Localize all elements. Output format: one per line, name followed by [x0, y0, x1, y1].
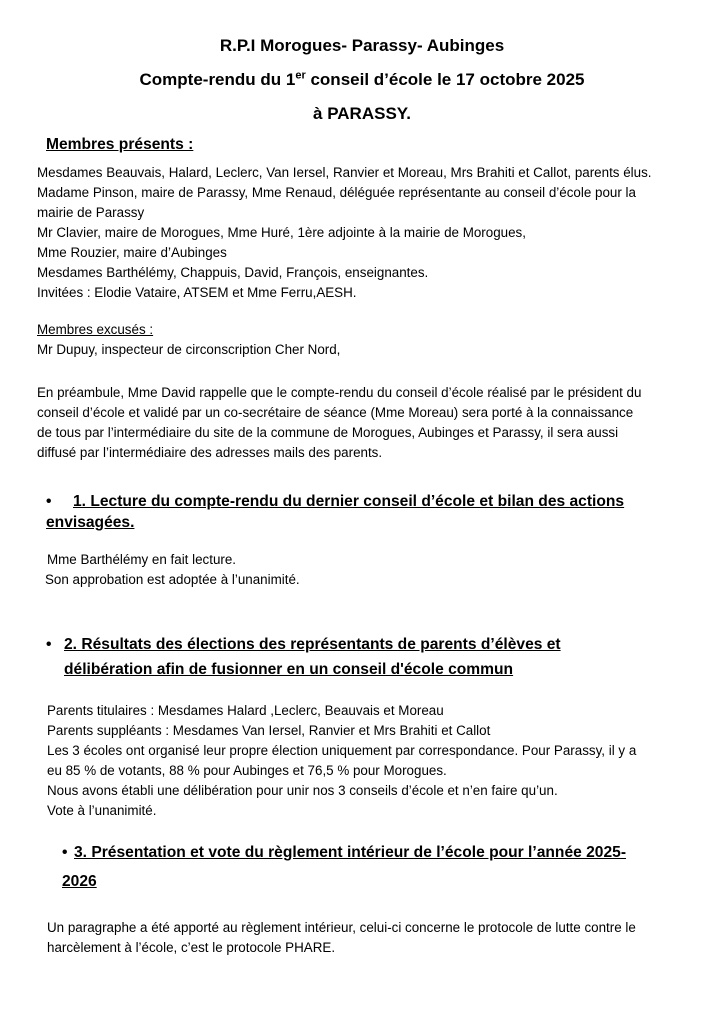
- excused-line: Mr Dupuy, inspecteur de circonscription Cher Nord,: [37, 342, 341, 357]
- excused-block: [37, 320, 340, 360]
- section1-title-line2: envisagées.: [46, 514, 135, 531]
- present-line: Mr Clavier, maire de Morogues, Mme Huré, 1ère adjointe à la mairie de Morogues,: [37, 225, 526, 240]
- present-line: Mesdames Beauvais, Halard, Leclerc, Van Iersel, Ranvier et Moreau, Mrs Brahiti et Callot, parents élus.: [37, 165, 652, 180]
- section1-line: Son approbation est adoptée à l’unanimité.: [45, 572, 300, 587]
- section3-line: Un paragraphe a été apporté au règlement intérieur, celui-ci concerne le protocole de lutte contre le: [47, 920, 636, 935]
- section2-heading: [46, 632, 561, 682]
- preamble-line: conseil d’école et validé par un co-secrétaire de séance (Mme Moreau) sera porté à la connaissance: [37, 405, 634, 420]
- preamble-line: En préambule, Mme David rappelle que le compte-rendu du conseil d’école réalisé par le président du: [37, 385, 642, 400]
- section3-title-line1: 3. Présentation et vote du règlement intérieur de l’école pour l’année 2025-: [74, 844, 627, 861]
- preamble-paragraph: [37, 383, 641, 463]
- section3-heading: [62, 838, 626, 896]
- section2-line: Vote à l’unanimité.: [47, 803, 157, 818]
- section1-title-line1: 1. Lecture du compte-rendu du dernier conseil d’école et bilan des actions: [73, 493, 625, 510]
- section2-line: Parents titulaires : Mesdames Halard ,Leclerc, Beauvais et Moreau: [47, 703, 444, 718]
- present-line: Madame Pinson, maire de Parassy, Mme Renaud, déléguée représentante au conseil d’école pour la: [37, 185, 636, 200]
- preamble-line: de tous par l’intermédiaire du site de la commune de Morogues, Aubinges et Parassy, il sera aussi: [37, 425, 619, 440]
- section3-line: harcèlement à l’école, c’est le protocole PHARE.: [47, 940, 336, 955]
- section2-body: [47, 701, 636, 821]
- bullet-icon: •: [46, 493, 52, 510]
- section2-title-line1: 2. Résultats des élections des représentants de parents d’élèves et: [64, 636, 561, 653]
- section2-line: Parents suppléants : Mesdames Van Iersel, Ranvier et Mrs Brahiti et Callot: [47, 723, 491, 738]
- present-list: [37, 163, 652, 303]
- title-part2: conseil d’école le 17 octobre 2025: [305, 70, 585, 89]
- present-line: Invitées : Elodie Vataire, ATSEM et Mme Ferru,AESH.: [37, 285, 357, 300]
- title-location: à PARASSY.: [313, 104, 411, 123]
- section3-body: [47, 918, 636, 958]
- title-part1: Compte-rendu du 1: [139, 70, 296, 89]
- bullet-icon: •: [46, 636, 52, 653]
- excused-heading: Membres excusés :: [37, 322, 154, 337]
- section1-line: Mme Barthélémy en fait lecture.: [47, 552, 237, 567]
- present-heading: Membres présents :: [46, 136, 194, 153]
- section1-heading: [46, 491, 624, 533]
- title-rpi: R.P.I Morogues- Parassy- Aubinges: [219, 36, 505, 55]
- section2-line: Nous avons établi une délibération pour unir nos 3 conseils d’école et n’en faire qu’un.: [47, 783, 558, 798]
- section1-body: [45, 550, 300, 590]
- present-line: mairie de Parassy: [37, 205, 145, 220]
- section2-line: eu 85 % de votants, 88 % pour Aubinges et 76,5 % pour Morogues.: [47, 763, 447, 778]
- preamble-line: diffusé par l’intermédiaire des adresses mails des parents.: [37, 445, 383, 460]
- present-line: Mesdames Barthélémy, Chappuis, David, François, enseignantes.: [37, 265, 429, 280]
- bullet-icon: •: [62, 844, 68, 861]
- section3-title-line2: 2026: [62, 873, 97, 890]
- present-line: Mme Rouzier, maire d’Aubinges: [37, 245, 227, 260]
- section2-title-line2: délibération afin de fusionner en un conseil d'école commun: [64, 661, 514, 678]
- section2-line: Les 3 écoles ont organisé leur propre élection uniquement par correspondance. Pour Parassy, il y a: [47, 743, 637, 758]
- title-superscript: er: [295, 69, 306, 82]
- title-compte-rendu: [0, 70, 724, 90]
